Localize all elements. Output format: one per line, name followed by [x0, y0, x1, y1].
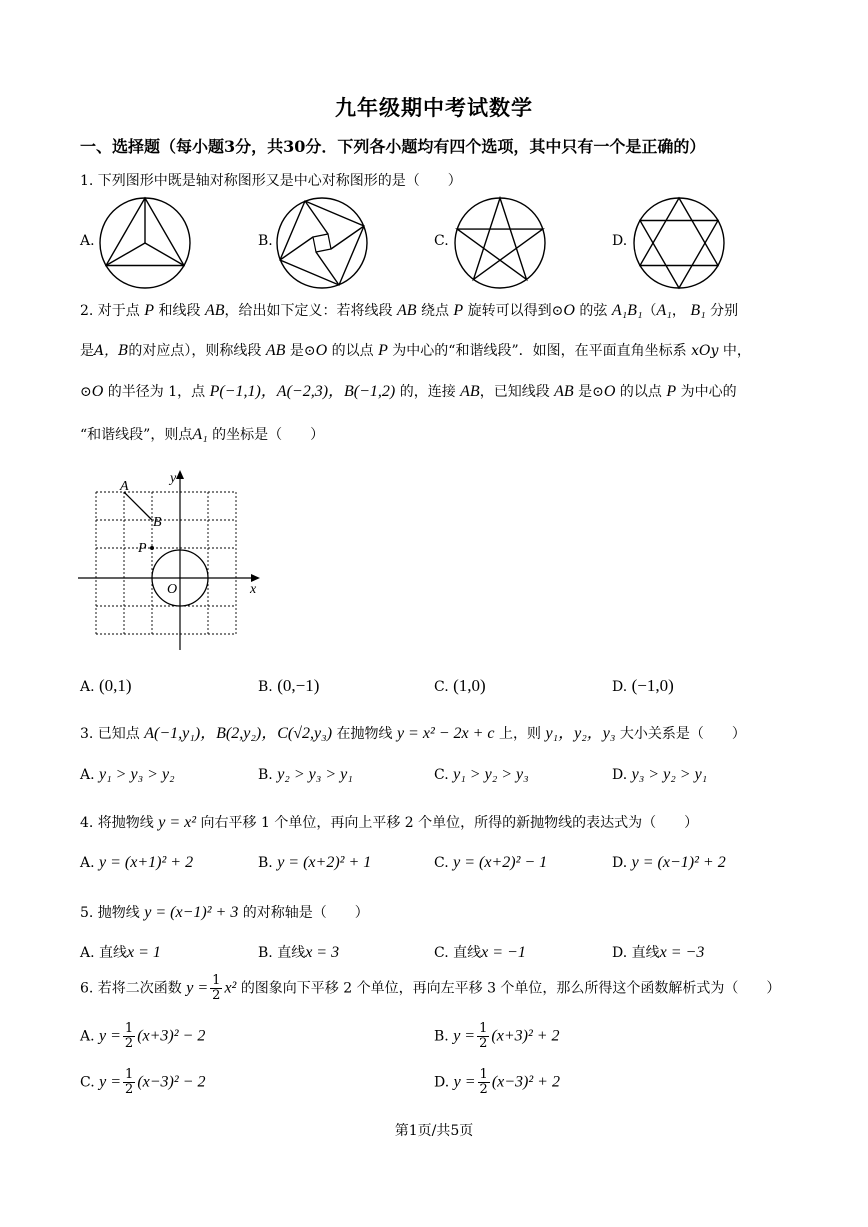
q6-option-b[interactable]: B. y = $\frac{1}{2}$ (x+3)² + 2	[434, 1021, 560, 1051]
q6-option-c[interactable]: C. y = $\frac{1}{2}$ (x−3)² − 2	[80, 1067, 206, 1097]
q5-option-c[interactable]: C. 直线x = −1	[434, 944, 526, 961]
q5-option-d[interactable]: D. 直线x = −3	[612, 944, 705, 961]
q4-option-a[interactable]: A. y = (x+1)² + 2	[80, 854, 194, 871]
q3-option-d[interactable]: D. y₃ > y₂ > y₁	[612, 766, 708, 783]
q1-option-d-label[interactable]: D.	[612, 233, 628, 249]
q6-option-a[interactable]: A. y = $\frac{1}{2}$ (x+3)² − 2	[80, 1021, 206, 1051]
point-b-label: B	[153, 515, 162, 530]
q3-option-c[interactable]: C. y₁ > y₂ > y₃	[434, 766, 529, 783]
q5-stem: 5. 抛物线 y = (x−1)² + 3 的对称轴是（ ）	[80, 904, 369, 921]
q2-option-d[interactable]: D. (−1,0)	[612, 676, 674, 695]
q2-coordinate-figure	[70, 462, 270, 658]
section-heading: 一、选择题（每小题3分，共30分．下列各小题均有四个选项，其中只有一个是正确的）	[80, 137, 706, 156]
q2-line-2: 是A，B的对应点），则称线段 AB 是⊙O 的以点 P 为中心的“和谐线段”．如图，在平面直角坐标系 xOy 中，	[80, 342, 751, 359]
q2-line-1: 2. 对于点 P 和线段 AB，给出如下定义：若将线段 AB 绕点 P 旋转可以得到⊙O 的弦 A₁B₁（A₁， B₁ 分别	[80, 302, 739, 319]
page-title: 九年级期中考试数学	[335, 95, 533, 120]
q5-option-b[interactable]: B. 直线x = 3	[258, 944, 340, 961]
pentagram-in-circle-figure	[453, 196, 547, 290]
q6-stem: 6. 若将二次函数 y = $\frac{1}{2}$ x² 的图象向下平移 2 个单位，再向左平移 3 个单位，那么所得这个函数解析式为（ ）	[80, 973, 781, 1003]
q4-option-b[interactable]: B. y = (x+2)² + 1	[258, 854, 372, 871]
y-axis-label: y	[170, 471, 177, 486]
q2-option-a[interactable]: A. (0,1)	[80, 676, 132, 695]
q4-option-d[interactable]: D. y = (x−1)² + 2	[612, 854, 726, 871]
q1-option-a-label[interactable]: A.	[80, 233, 95, 249]
q3-option-a[interactable]: A. y₁ > y₃ > y₂	[80, 766, 175, 783]
fraction-one-half: $\frac{1}{2}$	[212, 973, 221, 1003]
q4-stem: 4. 将抛物线 y = x² 向右平移 1 个单位，再向上平移 2 个单位，所得的新抛物线的表达式为（ ）	[80, 814, 699, 831]
origin-label: O	[167, 582, 178, 597]
q3-stem: 3. 已知点 A(−1,y₁)，B(2,y₂)，C(√2,y₃) 在抛物线 y = x² − 2x + c 上，则 y₁，y₂，y₃ 大小关系是（ ）	[80, 725, 746, 742]
q2-option-c[interactable]: C. (1,0)	[434, 676, 486, 695]
q1-option-c-label[interactable]: C.	[434, 233, 449, 249]
q6-option-d[interactable]: D. y = $\frac{1}{2}$ (x−3)² + 2	[434, 1067, 560, 1097]
q2-line-3: ⊙O 的半径为 1，点 P(−1,1)，A(−2,3)，B(−1,2) 的，连接 AB，已知线段 AB 是⊙O 的以点 P 为中心的	[80, 383, 737, 400]
page-footer: 第1页/共5页	[394, 1123, 474, 1139]
q4-option-c[interactable]: C. y = (x+2)² − 1	[434, 854, 548, 871]
triangle-in-circle-figure	[98, 196, 192, 290]
hexagram-in-circle-figure	[632, 196, 726, 290]
point-a-label: A	[120, 479, 129, 494]
q2-line-4: “和谐线段”，则点A₁ 的坐标是（ ）	[80, 426, 325, 443]
q5-option-a[interactable]: A. 直线x = 1	[80, 944, 161, 961]
x-axis-label: x	[250, 582, 257, 597]
q1-option-b-label[interactable]: B.	[258, 233, 273, 249]
q2-option-b[interactable]: B. (0,−1)	[258, 676, 320, 695]
pinwheel-square-in-circle-figure	[275, 196, 369, 290]
q3-option-b[interactable]: B. y₂ > y₃ > y₁	[258, 766, 353, 783]
q1-stem: 1. 下列图形中既是轴对称图形又是中心对称图形的是（ ）	[80, 173, 462, 189]
point-p-label: P	[138, 541, 147, 556]
